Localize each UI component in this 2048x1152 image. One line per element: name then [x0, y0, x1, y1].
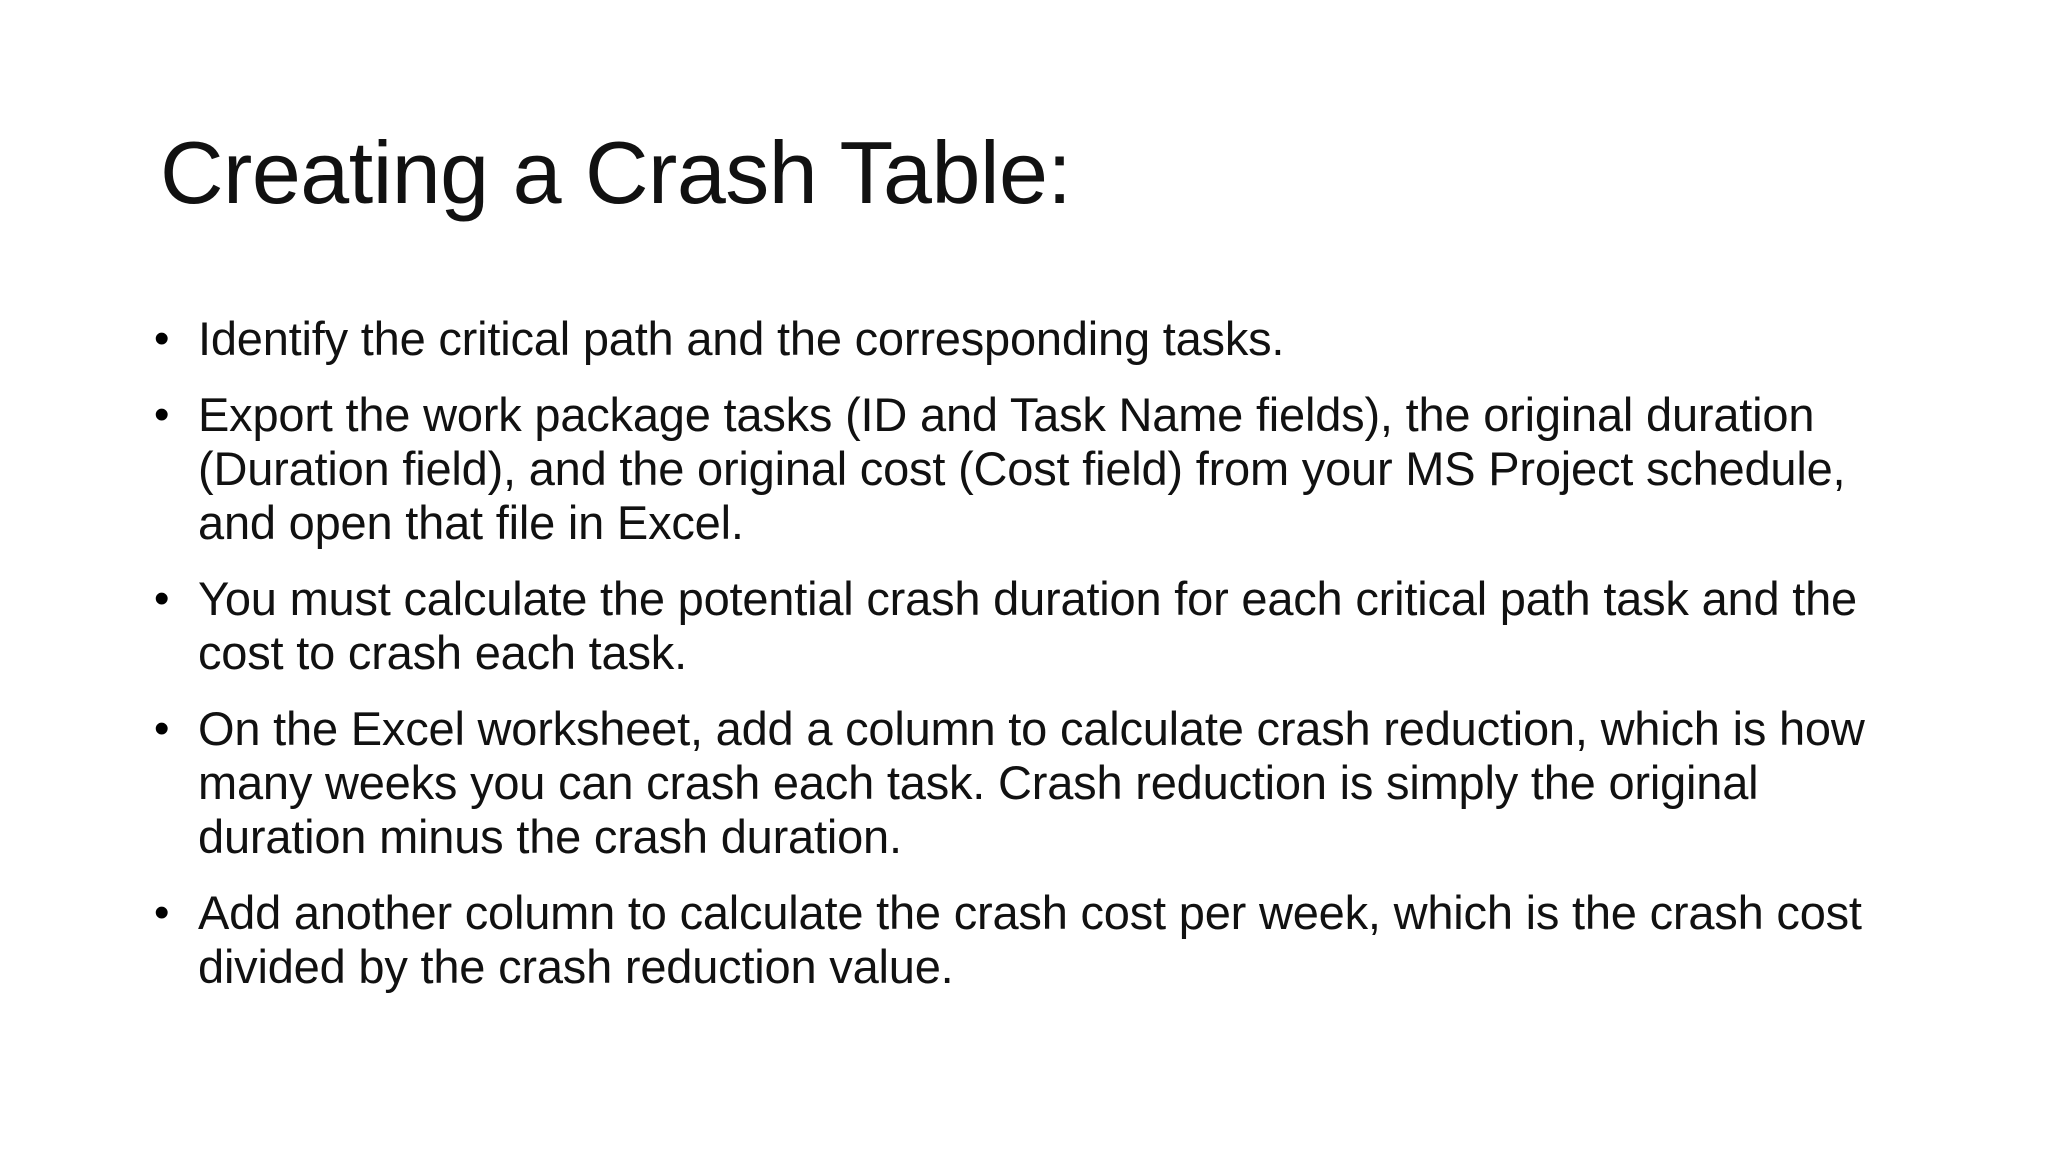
- bullet-item: [150, 572, 1910, 680]
- bullet-list: [150, 312, 1910, 1016]
- bullet-marker: •: [154, 704, 170, 753]
- slide-title: Creating a Crash Table:: [160, 123, 1072, 222]
- bullet-marker: •: [154, 574, 170, 623]
- bullet-marker: •: [154, 314, 170, 363]
- bullet-text: On the Excel worksheet, add a column to calculate crash reduction, which is how many weeks you can crash each task. Crash reduction is simply the original duration minus the crash duration.: [198, 702, 1865, 863]
- bullet-text: Identify the critical path and the corresponding tasks.: [198, 312, 1285, 365]
- bullet-text: You must calculate the potential crash duration for each critical path task and the cost to crash each task.: [198, 572, 1857, 679]
- bullet-text: Export the work package tasks (ID and Task Name fields), the original duration (Duration field), and the original cost (Cost field) from your MS Project schedule, and open that file in Excel.: [198, 388, 1846, 549]
- bullet-marker: •: [154, 888, 170, 937]
- bullet-item: [150, 312, 1910, 366]
- bullet-marker: •: [154, 390, 170, 439]
- bullet-item: [150, 886, 1910, 994]
- bullet-item: [150, 388, 1910, 550]
- bullet-text: Add another column to calculate the crash cost per week, which is the crash cost divided by the crash reduction value.: [198, 886, 1862, 993]
- bullet-item: [150, 702, 1910, 864]
